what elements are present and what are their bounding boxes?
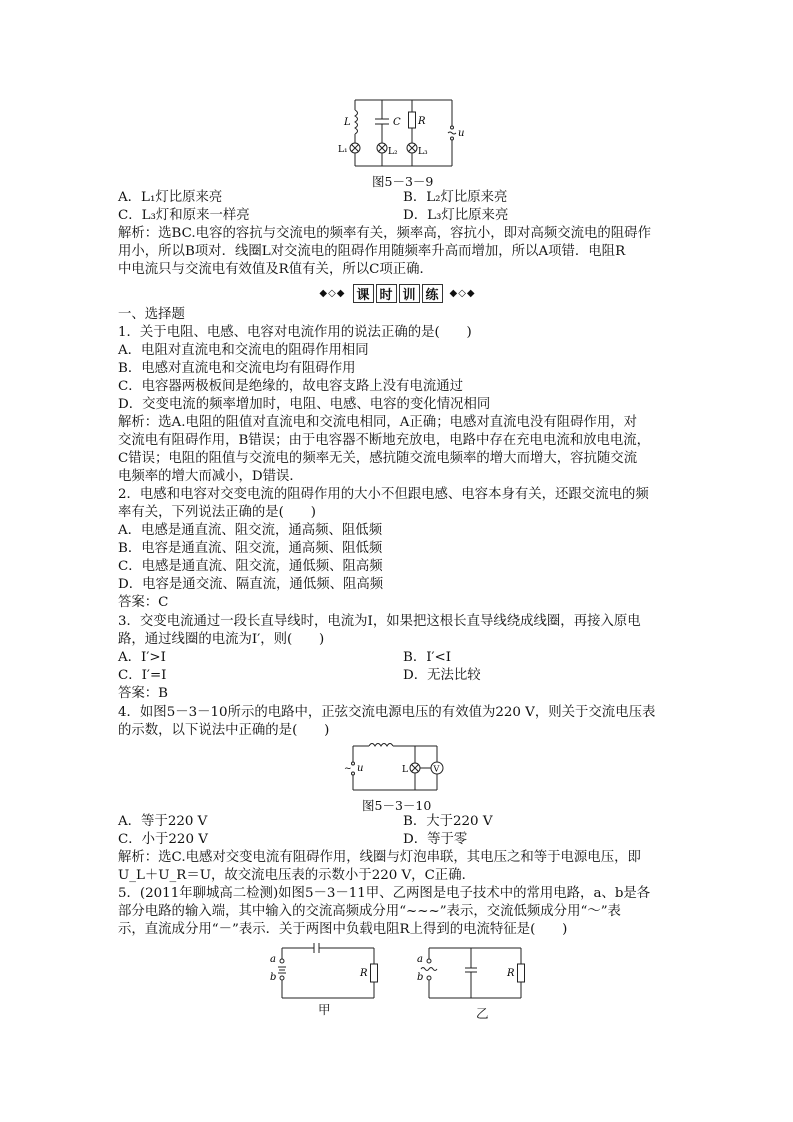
circuit-diagram-series [345, 740, 445, 796]
q2-stem-line-2: 率有关，下列说法正确的是( ) [118, 505, 316, 520]
q1-option-b: B．电感对直流电和交流电均有阻碍作用 [118, 361, 356, 376]
label-input-a: a [270, 954, 276, 965]
q1-analysis-line-2: 交流电有阻碍作用，B错误；由于电容器不断地充放电，电路中存在充电电流和放电电流， [118, 433, 651, 448]
q2-option-a: A．电感是通直流、阻交流，通高频、阻低频 [118, 523, 383, 538]
banner-decor-right: ◆◇◆ [449, 287, 476, 299]
banner-title [352, 284, 444, 303]
q5-stem-line-2: 部分电路的输入端，其中输入的交流高频成分用“~~~”表示，交流低频成分用“～”表 [118, 904, 621, 919]
figure-caption-yi: 乙 [476, 1006, 489, 1021]
q4-stem-line-2: 的示数，以下说法中正确的是( ) [118, 723, 330, 738]
circuit-figure-5-3-10 [345, 740, 445, 796]
q4-analysis-line-1: 解析：选C.电感对交变电流有阻碍作用，线圈与灯泡串联，其电压之和等于电源电压，即 [118, 850, 641, 865]
label-load-R: R [507, 968, 515, 979]
q4-option-b: B．大于220 V [403, 814, 493, 829]
figure-caption-5-3-9: 图5－3－9 [372, 174, 434, 189]
q1-option-d: D．交变电流的频率增加时，电阻、电感、电容的变化情况相同 [118, 397, 491, 412]
q4-option-c: C．小于220 V [118, 832, 208, 847]
prev-analysis-line-1: 解析：选BC.电容的容抗与交流电的频率有关，频率高，容抗小，即对高频交流电的阻碍作 [118, 226, 651, 241]
q3-answer: 答案：B [118, 686, 169, 701]
label-lamp-L1: L₁ [338, 145, 348, 155]
banner-char: 时 [376, 284, 397, 303]
prev-option-c: C．L₃灯和原来一样亮 [118, 208, 250, 223]
circuit-figure-yi [405, 940, 535, 1006]
section-banner [310, 283, 485, 303]
q4-option-d: D．等于零 [403, 832, 468, 847]
label-source-u: u [458, 128, 465, 139]
q1-analysis-line-1: 解析：选A.电阻的阻值对直流电和交流电相同，A正确；电感对直流电没有阻碍作用，对 [118, 415, 638, 430]
q3-stem-line-2: 路，通过线圈的电流为I′，则( ) [118, 632, 325, 647]
q5-stem-line-1: 5．(2011年聊城高二检测)如图5－3－11甲、乙两图是电子技术中的常用电路，a、b是各 [118, 886, 651, 901]
q5-stem-line-3: 示，直流成分用“－”表示．关于两图中负载电阻R上得到的电流特征是( ) [118, 922, 568, 937]
prev-option-d: D．L₃灯比原来亮 [403, 208, 509, 223]
banner-char: 课 [353, 284, 374, 303]
svg-text:~: ~ [344, 764, 352, 774]
q1-option-a: A．电阻对直流电和交流电的阻碍作用相同 [118, 343, 369, 358]
prev-analysis-line-3: 中电流只与交流电有效值及R值有关，所以C项正确． [118, 262, 433, 277]
circuit-figure-jia [258, 940, 388, 1006]
q1-option-c: C．电容器两极板间是绝缘的，故电容支路上没有电流通过 [118, 379, 464, 394]
label-resistor-R: R [418, 116, 426, 127]
section-title: 一、选择题 [118, 307, 185, 322]
q1-stem: 1．关于电阻、电感、电容对电流作用的说法正确的是( ) [118, 325, 472, 340]
circuit-diagram-jia [258, 940, 388, 1006]
q3-option-b: B．I′<I [403, 650, 452, 665]
q4-option-a: A．等于220 V [118, 814, 208, 829]
figure-caption-jia: 甲 [318, 1002, 331, 1017]
label-input-a: a [417, 954, 423, 965]
prev-analysis-line-2: 用小，所以B项对．线圈L对交流电的阻碍作用随频率升高而增加，所以A项错．电阻R [118, 244, 626, 259]
label-source-u: u [357, 763, 364, 774]
q2-option-d: D．电容是通交流、隔直流，通低频、阻高频 [118, 577, 384, 592]
banner-char: 练 [422, 284, 443, 303]
label-input-b: b [270, 972, 277, 983]
q2-option-b: B．电容是通直流、阻交流，通高频、阻低频 [118, 541, 383, 556]
q3-option-c: C．I′=I [118, 668, 167, 683]
label-load-R: R [360, 968, 368, 979]
label-input-b: b [417, 972, 424, 983]
q3-option-d: D．无法比较 [403, 668, 481, 683]
q2-option-c: C．电感是通直流、阻交流，通低频、阻高频 [118, 559, 383, 574]
label-lamp-L: L [402, 765, 408, 775]
circuit-figure-5-3-9 [340, 94, 470, 174]
prev-option-b: B．L₂灯比原来亮 [403, 190, 508, 205]
circuit-diagram-parallel [340, 94, 470, 174]
q2-stem-line-1: 2．电感和电容对交变电流的阻碍作用的大小不但跟电感、电容本身有关，还跟交流电的频 [118, 487, 649, 502]
banner-decor-left: ◆◇◆ [319, 287, 346, 299]
label-lamp-L2: L₂ [388, 147, 398, 157]
q4-analysis-line-2: U_L＋U_R＝U，故交流电压表的示数小于220 V，C正确． [118, 868, 475, 883]
q4-stem-line-1: 4．如图5－3－10所示的电路中，正弦交流电源电压的有效值为220 V，则关于交流电压表 [118, 705, 656, 720]
label-lamp-L3: L₃ [418, 147, 428, 157]
label-inductor-L: L [344, 117, 351, 128]
q3-option-a: A．I′>I [118, 650, 166, 665]
q3-stem-line-1: 3．交变电流通过一段长直导线时，电流为I，如果把这根长直导线绕成线圈，再接入原电 [118, 614, 641, 629]
label-voltmeter-V: V [433, 764, 440, 774]
prev-option-a: A．L₁灯比原来亮 [118, 190, 223, 205]
q1-analysis-line-4: 电频率的增大而减小，D错误． [118, 469, 303, 484]
banner-char: 训 [399, 284, 420, 303]
figure-caption-5-3-10: 图5－3－10 [362, 798, 432, 813]
q1-analysis-line-3: C错误；电阻的阻值与交流电的频率无关，感抗随交流电频率的增大而增大，容抗随交流 [118, 451, 638, 466]
circuit-diagram-yi [405, 940, 535, 1006]
label-capacitor-C: C [393, 117, 401, 128]
q2-answer: 答案：C [118, 595, 169, 610]
